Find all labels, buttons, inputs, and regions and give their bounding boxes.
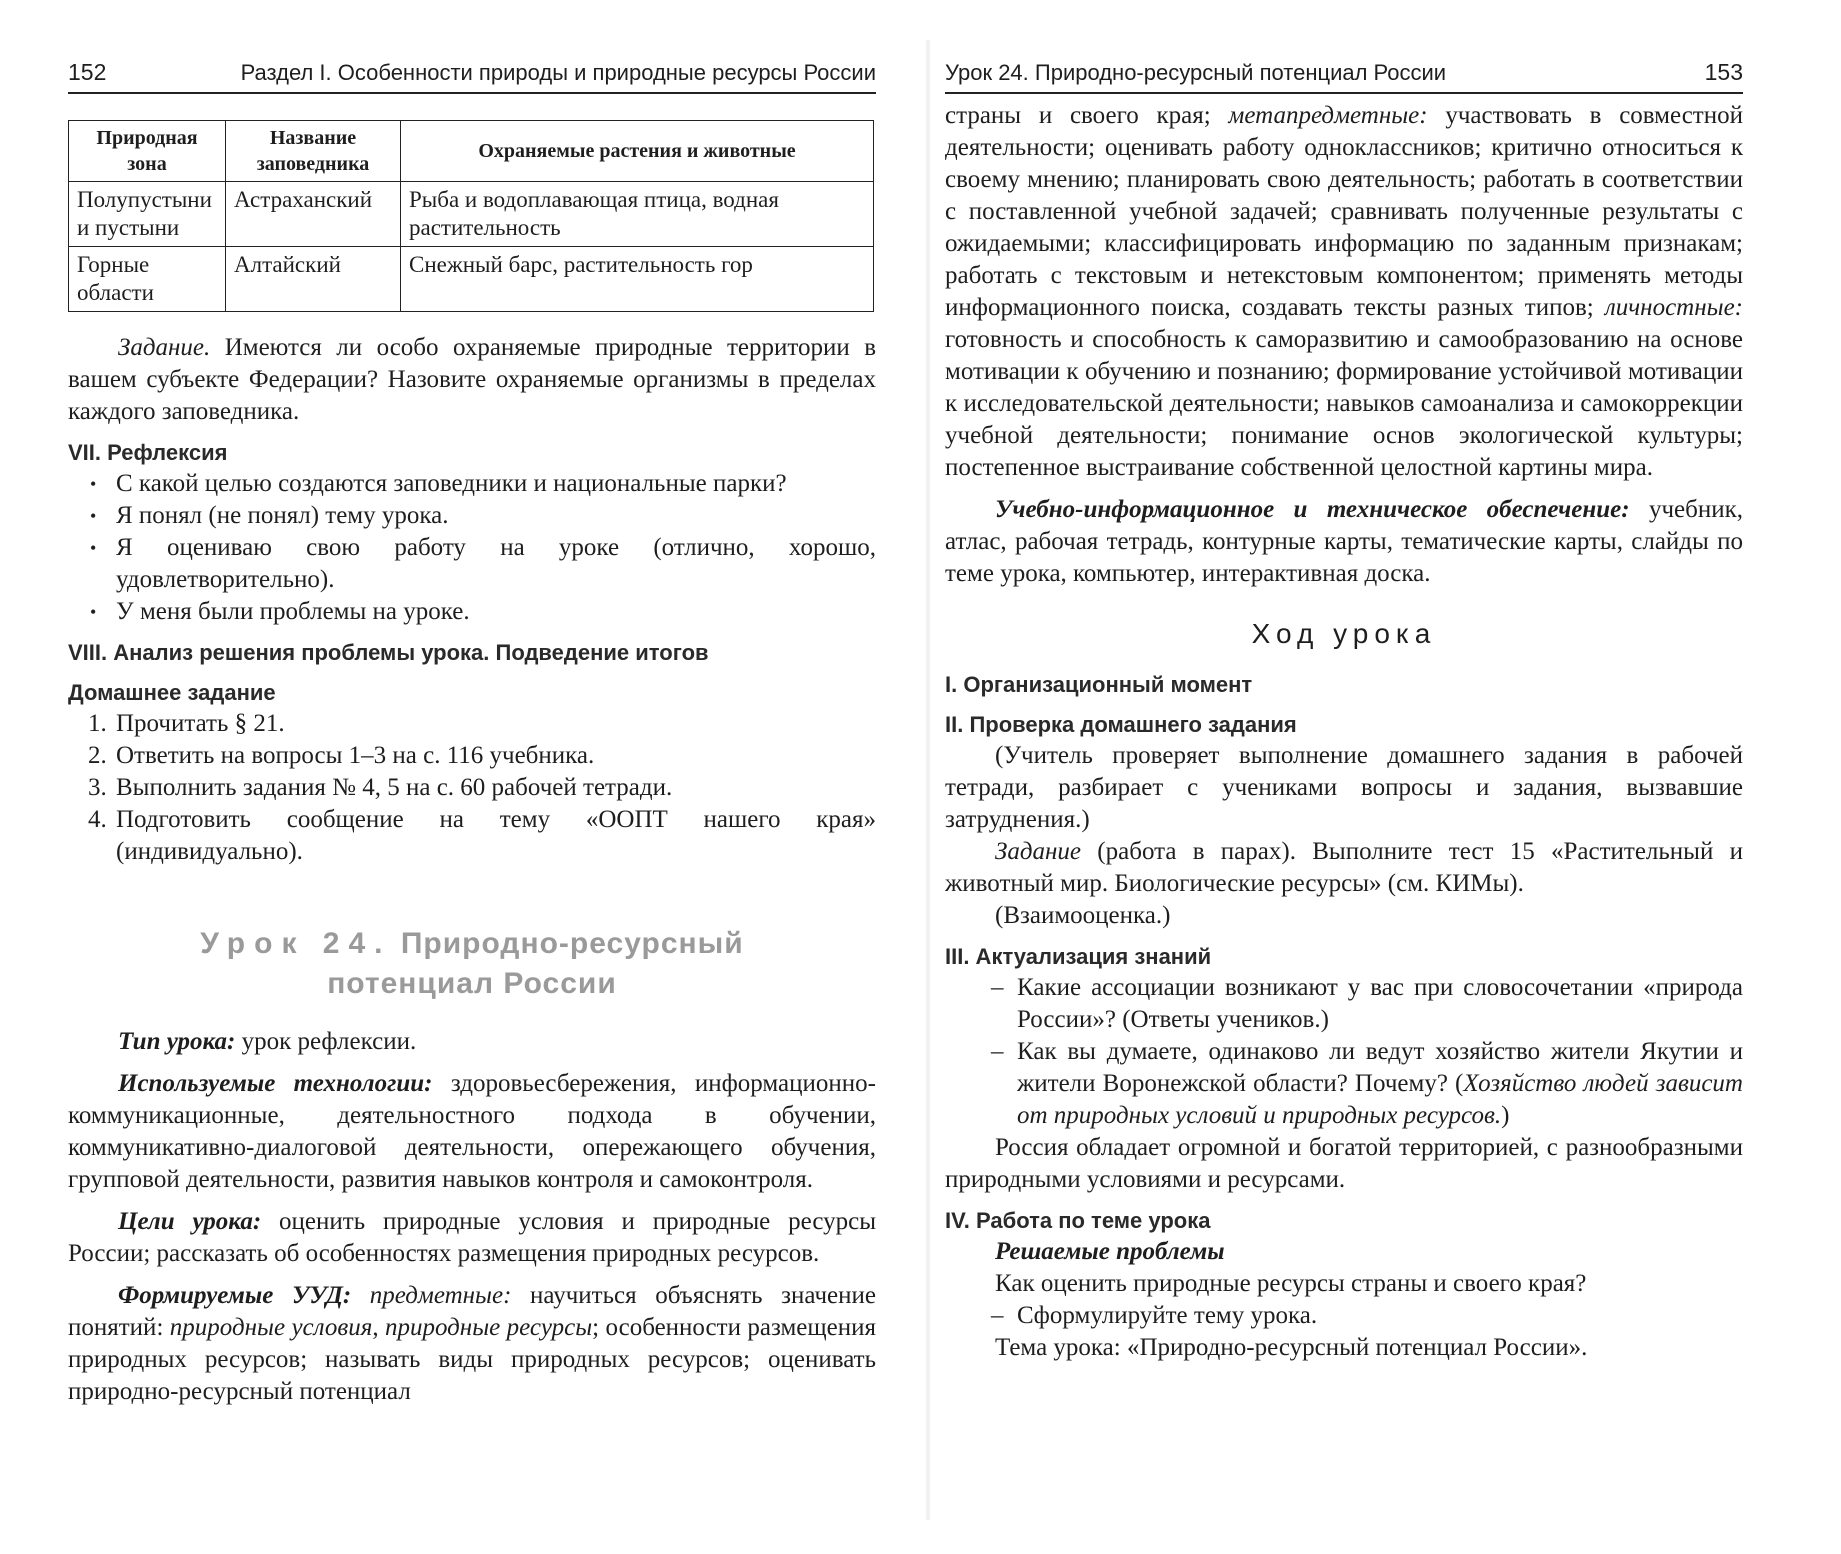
answer-text: Хозяйство людей зависит от природных условий и природных ресурсов. [1017, 1070, 1743, 1129]
list-item [88, 772, 876, 804]
question-end: ) [1501, 1102, 1510, 1129]
russia-paragraph: Россия обладает огромной и богатой территорией, с разнообразными природными условиями и ресурсами. [945, 1134, 1743, 1193]
left-running-header [68, 58, 876, 94]
lesson-title [68, 924, 876, 1004]
goals-text: оценить природные условия и природные ресурсы России; рассказать об особенностях размещения природных ресурсов. [68, 1208, 876, 1267]
list-item [88, 740, 876, 772]
personal-label: личностные: [1604, 294, 1743, 321]
left-page [0, 0, 920, 1554]
table-header-row [69, 121, 874, 182]
goals-paragraph [68, 1206, 876, 1270]
item-number: 3. [88, 774, 107, 801]
item-text: Выполнить задания № 4, 5 на с. 60 рабочей тетради. [116, 774, 673, 801]
lesson-type-label: Тип урока: [118, 1028, 236, 1055]
table-cell: Алтайский [226, 247, 401, 312]
table-cell: Снежный барс, растительность гор [401, 247, 874, 312]
uud-term: природные условия [169, 1314, 373, 1341]
item-text: Подготовить сообщение на тему «ООПТ нашего края» (индивидуально). [116, 806, 876, 865]
technologies-paragraph [68, 1068, 876, 1196]
technologies-text: здоровьесбережения, информационно-коммуникационные, деятельностного подхода в обучении, коммуникативно-диалоговой деятельности, опережающего обучения, групповой деятельности, развития навыков контроля и самоконтроля. [68, 1070, 876, 1193]
uud-paragraph [68, 1280, 876, 1408]
uud-separator: , [372, 1314, 385, 1341]
list-item: • С какой целью создаются заповедники и национальные парки? [116, 468, 876, 500]
right-running-head-title: Урок 24. Природно-ресурсный потенциал России [945, 60, 1447, 85]
analysis-heading: VIII. Анализ решения проблемы урока. Подведение итогов [68, 640, 709, 665]
item-text: Прочитать § 21. [116, 710, 285, 737]
table-header: Природная зона [69, 121, 226, 182]
lesson-title-part: Природно-ресурсный [391, 927, 744, 960]
right-page [940, 0, 1841, 1554]
course-heading: Ход урока [1251, 618, 1437, 649]
lesson-type-paragraph [68, 1026, 876, 1058]
table-header: Охраняемые растения и животные [401, 121, 874, 182]
homework-heading: Домашнее задание [68, 680, 276, 705]
list-item: • Я оцениваю свою работу на уроке (отлично, хорошо, удовлетворительно). [116, 532, 876, 596]
check-paragraph: (Учитель проверяет выполнение домашнего задания в рабочей тетради, разбирает с учениками вопросы и задания, вызвавшие затруднения.) [945, 742, 1743, 833]
prompt-list [945, 1300, 1743, 1332]
task-label: Задание. [118, 334, 211, 361]
table-cell: Рыба и водоплавающая птица, водная растительность [401, 182, 874, 247]
reflection-list [68, 468, 876, 628]
item-text: Ответить на вопросы 1–3 на с. 116 учебника. [116, 742, 595, 769]
check-heading: II. Проверка домашнего задания [945, 712, 1297, 737]
right-running-header [945, 58, 1743, 94]
problems-subheading: Решаемые проблемы [995, 1238, 1225, 1265]
table-row [69, 247, 874, 312]
uud-subject-label: предметные: [351, 1282, 512, 1309]
goals-label: Цели урока: [118, 1208, 262, 1235]
table-cell: Астраханский [226, 182, 401, 247]
right-page-number: 153 [1704, 59, 1743, 85]
list-item [88, 708, 876, 740]
uud-continuation-paragraph [945, 100, 1743, 484]
left-page-number: 152 [68, 59, 107, 85]
continuation-text: готовность и способность к саморазвитию и самообразованию на основе мотивации к обучению и познанию; формирование устойчивой мотивации к исследовательской деятельности; навыков самоанализа и самокоррекции учебной деятельности; понимание основ экологической культуры; постепенное выстраивание собственной целостной картины мира. [945, 326, 1743, 481]
list-item: – Сформулируйте тему урока. [1017, 1300, 1743, 1332]
reflection-heading: VII. Рефлексия [68, 440, 228, 465]
list-item: – Какие ассоциации возникают у вас при словосочетании «природа России»? (Ответы учеников.) [1017, 972, 1743, 1036]
table-cell: Полупустыни и пустыни [69, 182, 226, 247]
list-item: • У меня были проблемы на уроке. [116, 596, 876, 628]
org-heading: I. Организационный момент [945, 672, 1253, 697]
lesson-topic: Тема урока: «Природно-ресурсный потенциал России». [995, 1334, 1588, 1361]
technologies-label: Используемые технологии: [118, 1070, 433, 1097]
continuation-text: участвовать в совместной деятельности; оценивать работу одноклассников; критично относиться к своему мнению; планировать свою деятельность; работать в соответствии с поставленной учебной задачей; сравнивать полученные результаты с ожидаемыми; классифицировать информацию по заданным признакам; работать с текстовым и нетекстовым компонентом; применять методы информационного поиска, создавать тексты разных типов; [945, 102, 1743, 321]
check-task-paragraph [945, 836, 1743, 900]
continuation-text: страны и своего края; [945, 102, 1229, 129]
item-number: 2. [88, 742, 107, 769]
task-text: Имеются ли особо охраняемые природные территории в вашем субъекте Федерации? Назовите охраняемые организмы в пределах каждого заповедника. [68, 334, 876, 425]
meta-label: метапредметные: [1228, 102, 1428, 129]
list-item [88, 804, 876, 868]
lesson-title-line2: потенциал России [327, 967, 617, 1000]
check-task-text: (работа в парах). Выполните тест 15 «Растительный и животный мир. Биологические ресурсы» (см. КИМы). [945, 838, 1743, 897]
task-paragraph [68, 332, 876, 428]
table-header: Название заповедника [226, 121, 401, 182]
check-task-label: Задание [995, 838, 1082, 865]
uud-text: ; особенности размещения природных ресурсов; называть виды природных ресурсов; оценивать природно-ресурсный потенциал [68, 1314, 877, 1405]
uud-text: научиться объяснять значение понятий: [68, 1282, 877, 1341]
book-gutter [925, 40, 931, 1520]
list-item: • Я понял (не понял) тему урока. [116, 500, 876, 532]
equipment-text: учебник, атлас, рабочая тетрадь, контурные карты, тематические карты, слайды по теме урока, компьютер, интерактивная доска. [945, 496, 1743, 587]
table-row [69, 182, 874, 247]
reserves-table [68, 120, 874, 312]
problem-question: Как оценить природные ресурсы страны и своего края? [995, 1270, 1587, 1297]
item-number: 4. [88, 806, 107, 833]
question-text: Как вы думаете, одинаково ли ведут хозяйство жители Якутии и жители Воронежской области? Почему? ( [1017, 1038, 1743, 1097]
actualization-questions [945, 972, 1743, 1132]
uud-label: Формируемые УУД: [118, 1282, 352, 1309]
table-cell: Горные области [69, 247, 226, 312]
homework-list [68, 708, 876, 868]
lesson-title-number: Урок 24. [200, 927, 392, 960]
list-item [1017, 1036, 1743, 1132]
uud-term: природные ресурсы [384, 1314, 593, 1341]
item-number: 1. [88, 710, 107, 737]
actualization-heading: III. Актуализация знаний [945, 944, 1212, 969]
lesson-type-text: урок рефлексии. [235, 1028, 417, 1055]
work-heading: IV. Работа по теме урока [945, 1208, 1211, 1233]
equipment-label: Учебно-информационное и техническое обеспечение: [995, 496, 1630, 523]
left-running-head-title: Раздел I. Особенности природы и природные ресурсы России [240, 60, 876, 85]
peer-assessment-note: (Взаимооценка.) [995, 902, 1171, 929]
equipment-paragraph [945, 494, 1743, 590]
